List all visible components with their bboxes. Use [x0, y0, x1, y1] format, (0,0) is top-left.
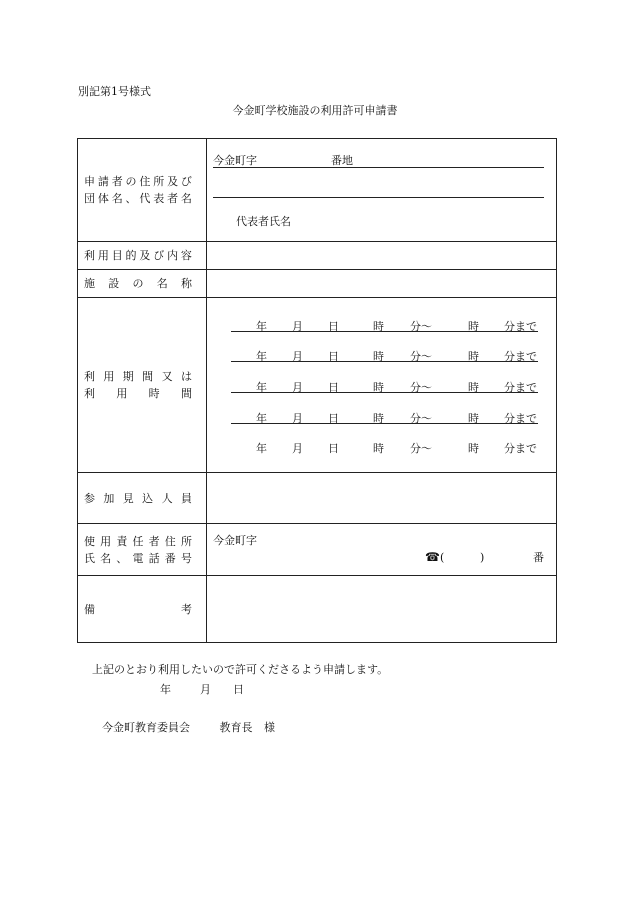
period-unit: 日 — [328, 350, 339, 363]
applicant-address-suffix: 番地 — [331, 154, 353, 167]
label-char: 備 — [84, 602, 95, 616]
label-char: 人 — [161, 491, 173, 505]
facility-value[interactable] — [207, 270, 557, 298]
period-unit: 分〜 — [410, 320, 432, 333]
label-char: の — [125, 175, 137, 188]
addressee — [102, 722, 275, 733]
label-char: 、 — [116, 551, 128, 565]
purpose-label — [78, 242, 207, 270]
period-unit: 時 — [468, 381, 479, 394]
responsible-value[interactable] — [207, 524, 557, 576]
label-char: 目 — [111, 249, 123, 262]
purpose-value[interactable] — [207, 242, 557, 270]
label-char: 代 — [139, 192, 151, 205]
period-time-row[interactable] — [207, 318, 562, 332]
date-month-unit: 月 — [200, 683, 211, 696]
applicant-group-line — [213, 197, 544, 198]
label-char: 及 — [139, 249, 151, 262]
period-unit: 年 — [256, 320, 267, 333]
period-unit: 分まで — [504, 350, 537, 363]
label-char: 請 — [97, 175, 109, 188]
applicant-row — [78, 139, 557, 242]
period-underline — [231, 392, 538, 393]
period-unit: 年 — [256, 442, 267, 455]
label-char: 称 — [181, 277, 192, 290]
addressee-org: 今金町教育委員会 — [102, 721, 190, 734]
applicant-label-line-2 — [84, 190, 192, 207]
attendance-value[interactable] — [207, 473, 557, 524]
period-unit: 年 — [256, 350, 267, 363]
label-char: 番 — [164, 551, 176, 565]
responsible-label — [78, 524, 207, 576]
applicant-address-prefix: 今金町字 — [213, 154, 257, 167]
period-unit: 分まで — [504, 442, 537, 455]
label-char: 的 — [125, 249, 137, 262]
label-char: 参 — [84, 491, 95, 505]
label-char: 利 — [84, 370, 95, 383]
period-value[interactable] — [207, 298, 557, 473]
label-char: 号 — [180, 551, 192, 565]
label-char: 用 — [100, 534, 112, 548]
period-label — [78, 298, 207, 473]
label-char: 用 — [103, 370, 115, 383]
period-unit: 分〜 — [410, 381, 432, 394]
label-char: 名 — [100, 551, 112, 565]
label-char: 責 — [116, 534, 128, 548]
label-char: 時 — [148, 387, 160, 400]
purpose-row — [78, 242, 557, 270]
period-unit: 時 — [468, 350, 479, 363]
label-char: 施 — [84, 277, 95, 290]
label-char: 及 — [167, 175, 179, 188]
label-char: の — [132, 277, 144, 290]
period-underline — [231, 361, 538, 362]
label-char: 利 — [84, 249, 95, 262]
period-unit: 月 — [292, 412, 303, 425]
period-unit: 分まで — [504, 412, 537, 425]
period-unit: 時 — [373, 320, 384, 333]
label-char: 所 — [153, 175, 165, 188]
label-char: 、 — [125, 192, 137, 205]
period-unit: 分〜 — [410, 412, 432, 425]
period-unit: 時 — [373, 350, 384, 363]
label-char: 加 — [103, 491, 115, 505]
attendance-row — [78, 473, 557, 524]
label-char: 住 — [164, 534, 176, 548]
period-unit: 月 — [292, 442, 303, 455]
label-char: 見 — [122, 491, 134, 505]
label-char: 員 — [180, 491, 192, 505]
label-char: 者 — [148, 534, 160, 548]
label-char: 者 — [111, 175, 123, 188]
label-char: 容 — [180, 249, 192, 262]
period-time-row[interactable] — [207, 348, 562, 362]
period-unit: 時 — [468, 412, 479, 425]
label-char: 名 — [111, 192, 123, 205]
responsible-label-line-1 — [84, 533, 192, 550]
period-unit: 日 — [328, 381, 339, 394]
period-underline — [231, 423, 538, 424]
period-unit: 分〜 — [410, 442, 432, 455]
date-year-unit: 年 — [160, 683, 171, 696]
document-title: 今金町学校施設の利用許可申請書 — [232, 104, 398, 117]
label-char: 考 — [181, 602, 192, 616]
label-char: び — [180, 175, 192, 188]
remarks-label-text — [84, 601, 192, 618]
period-time-row[interactable] — [207, 379, 562, 393]
application-statement: 上記のとおり利用したいので許可くださるよう申請します。 — [92, 663, 389, 676]
addressee-honorific: 様 — [264, 721, 275, 734]
label-char: は — [180, 370, 192, 383]
period-row — [78, 298, 557, 473]
label-char: 所 — [180, 534, 192, 548]
period-unit: 月 — [292, 320, 303, 333]
applicant-address-line — [213, 167, 544, 168]
label-char: 任 — [132, 534, 144, 548]
label-char: 体 — [97, 192, 109, 205]
label-char: 内 — [167, 249, 179, 262]
telephone-icon: ☎ — [425, 550, 440, 564]
purpose-label-text — [84, 247, 192, 264]
form-number-label: 別記第1号様式 — [78, 85, 151, 98]
remarks-row — [78, 576, 557, 643]
label-char: び — [153, 249, 165, 262]
label-char: 用 — [97, 249, 109, 262]
representative-name-label: 代表者氏名 — [236, 215, 291, 228]
remarks-value[interactable] — [207, 576, 557, 643]
period-label-line-2 — [84, 385, 192, 402]
facility-label-text — [84, 275, 192, 292]
responsible-row — [78, 524, 557, 576]
application-form-table — [77, 138, 557, 643]
period-unit: 分〜 — [410, 350, 432, 363]
applicant-value[interactable] — [207, 139, 557, 242]
period-time-row[interactable] — [207, 440, 562, 454]
label-char: 又 — [161, 370, 173, 383]
period-unit: 日 — [328, 320, 339, 333]
phone-close-paren: ) — [480, 551, 485, 564]
period-unit: 時 — [373, 381, 384, 394]
facility-row — [78, 270, 557, 298]
period-unit: 時 — [468, 320, 479, 333]
attendance-label-text — [84, 490, 192, 507]
phone-open-paren: ( — [440, 551, 445, 564]
label-char: 設 — [108, 277, 120, 290]
label-char: 住 — [139, 175, 151, 188]
label-char: 用 — [116, 387, 128, 400]
period-unit: 月 — [292, 381, 303, 394]
period-unit: 日 — [328, 442, 339, 455]
period-unit: 日 — [328, 412, 339, 425]
label-char: 電 — [132, 551, 144, 565]
period-unit: 年 — [256, 381, 267, 394]
label-char: 表 — [153, 192, 165, 205]
label-char: 使 — [84, 534, 95, 548]
period-unit: 年 — [256, 412, 267, 425]
label-char: 名 — [156, 277, 168, 290]
phone-suffix: 番 — [533, 551, 544, 564]
label-char: 利 — [84, 387, 95, 400]
addressee-role: 教育長 — [219, 721, 253, 734]
label-char: 申 — [84, 175, 95, 188]
period-unit: 分まで — [504, 381, 537, 394]
period-time-row[interactable] — [207, 410, 562, 424]
period-unit: 時 — [373, 442, 384, 455]
attendance-label — [78, 473, 207, 524]
label-char: 団 — [84, 192, 95, 205]
remarks-label — [78, 576, 207, 643]
label-char: 間 — [180, 387, 192, 400]
applicant-label-line-1 — [84, 173, 192, 190]
label-char: 間 — [142, 370, 154, 383]
period-unit: 時 — [468, 442, 479, 455]
label-char: 名 — [180, 192, 192, 205]
label-char: 者 — [167, 192, 179, 205]
period-unit: 時 — [373, 412, 384, 425]
period-unit: 月 — [292, 350, 303, 363]
label-char: 話 — [148, 551, 160, 565]
label-char: 期 — [122, 370, 134, 383]
responsible-address-prefix: 今金町字 — [213, 534, 257, 547]
applicant-label — [78, 139, 207, 242]
period-underline — [231, 331, 538, 332]
period-label-line-1 — [84, 368, 192, 385]
label-char: 込 — [142, 491, 154, 505]
date-day-unit: 日 — [233, 683, 244, 696]
facility-label — [78, 270, 207, 298]
period-unit: 分まで — [504, 320, 537, 333]
label-char: 氏 — [84, 551, 95, 565]
responsible-label-line-2 — [84, 550, 192, 567]
